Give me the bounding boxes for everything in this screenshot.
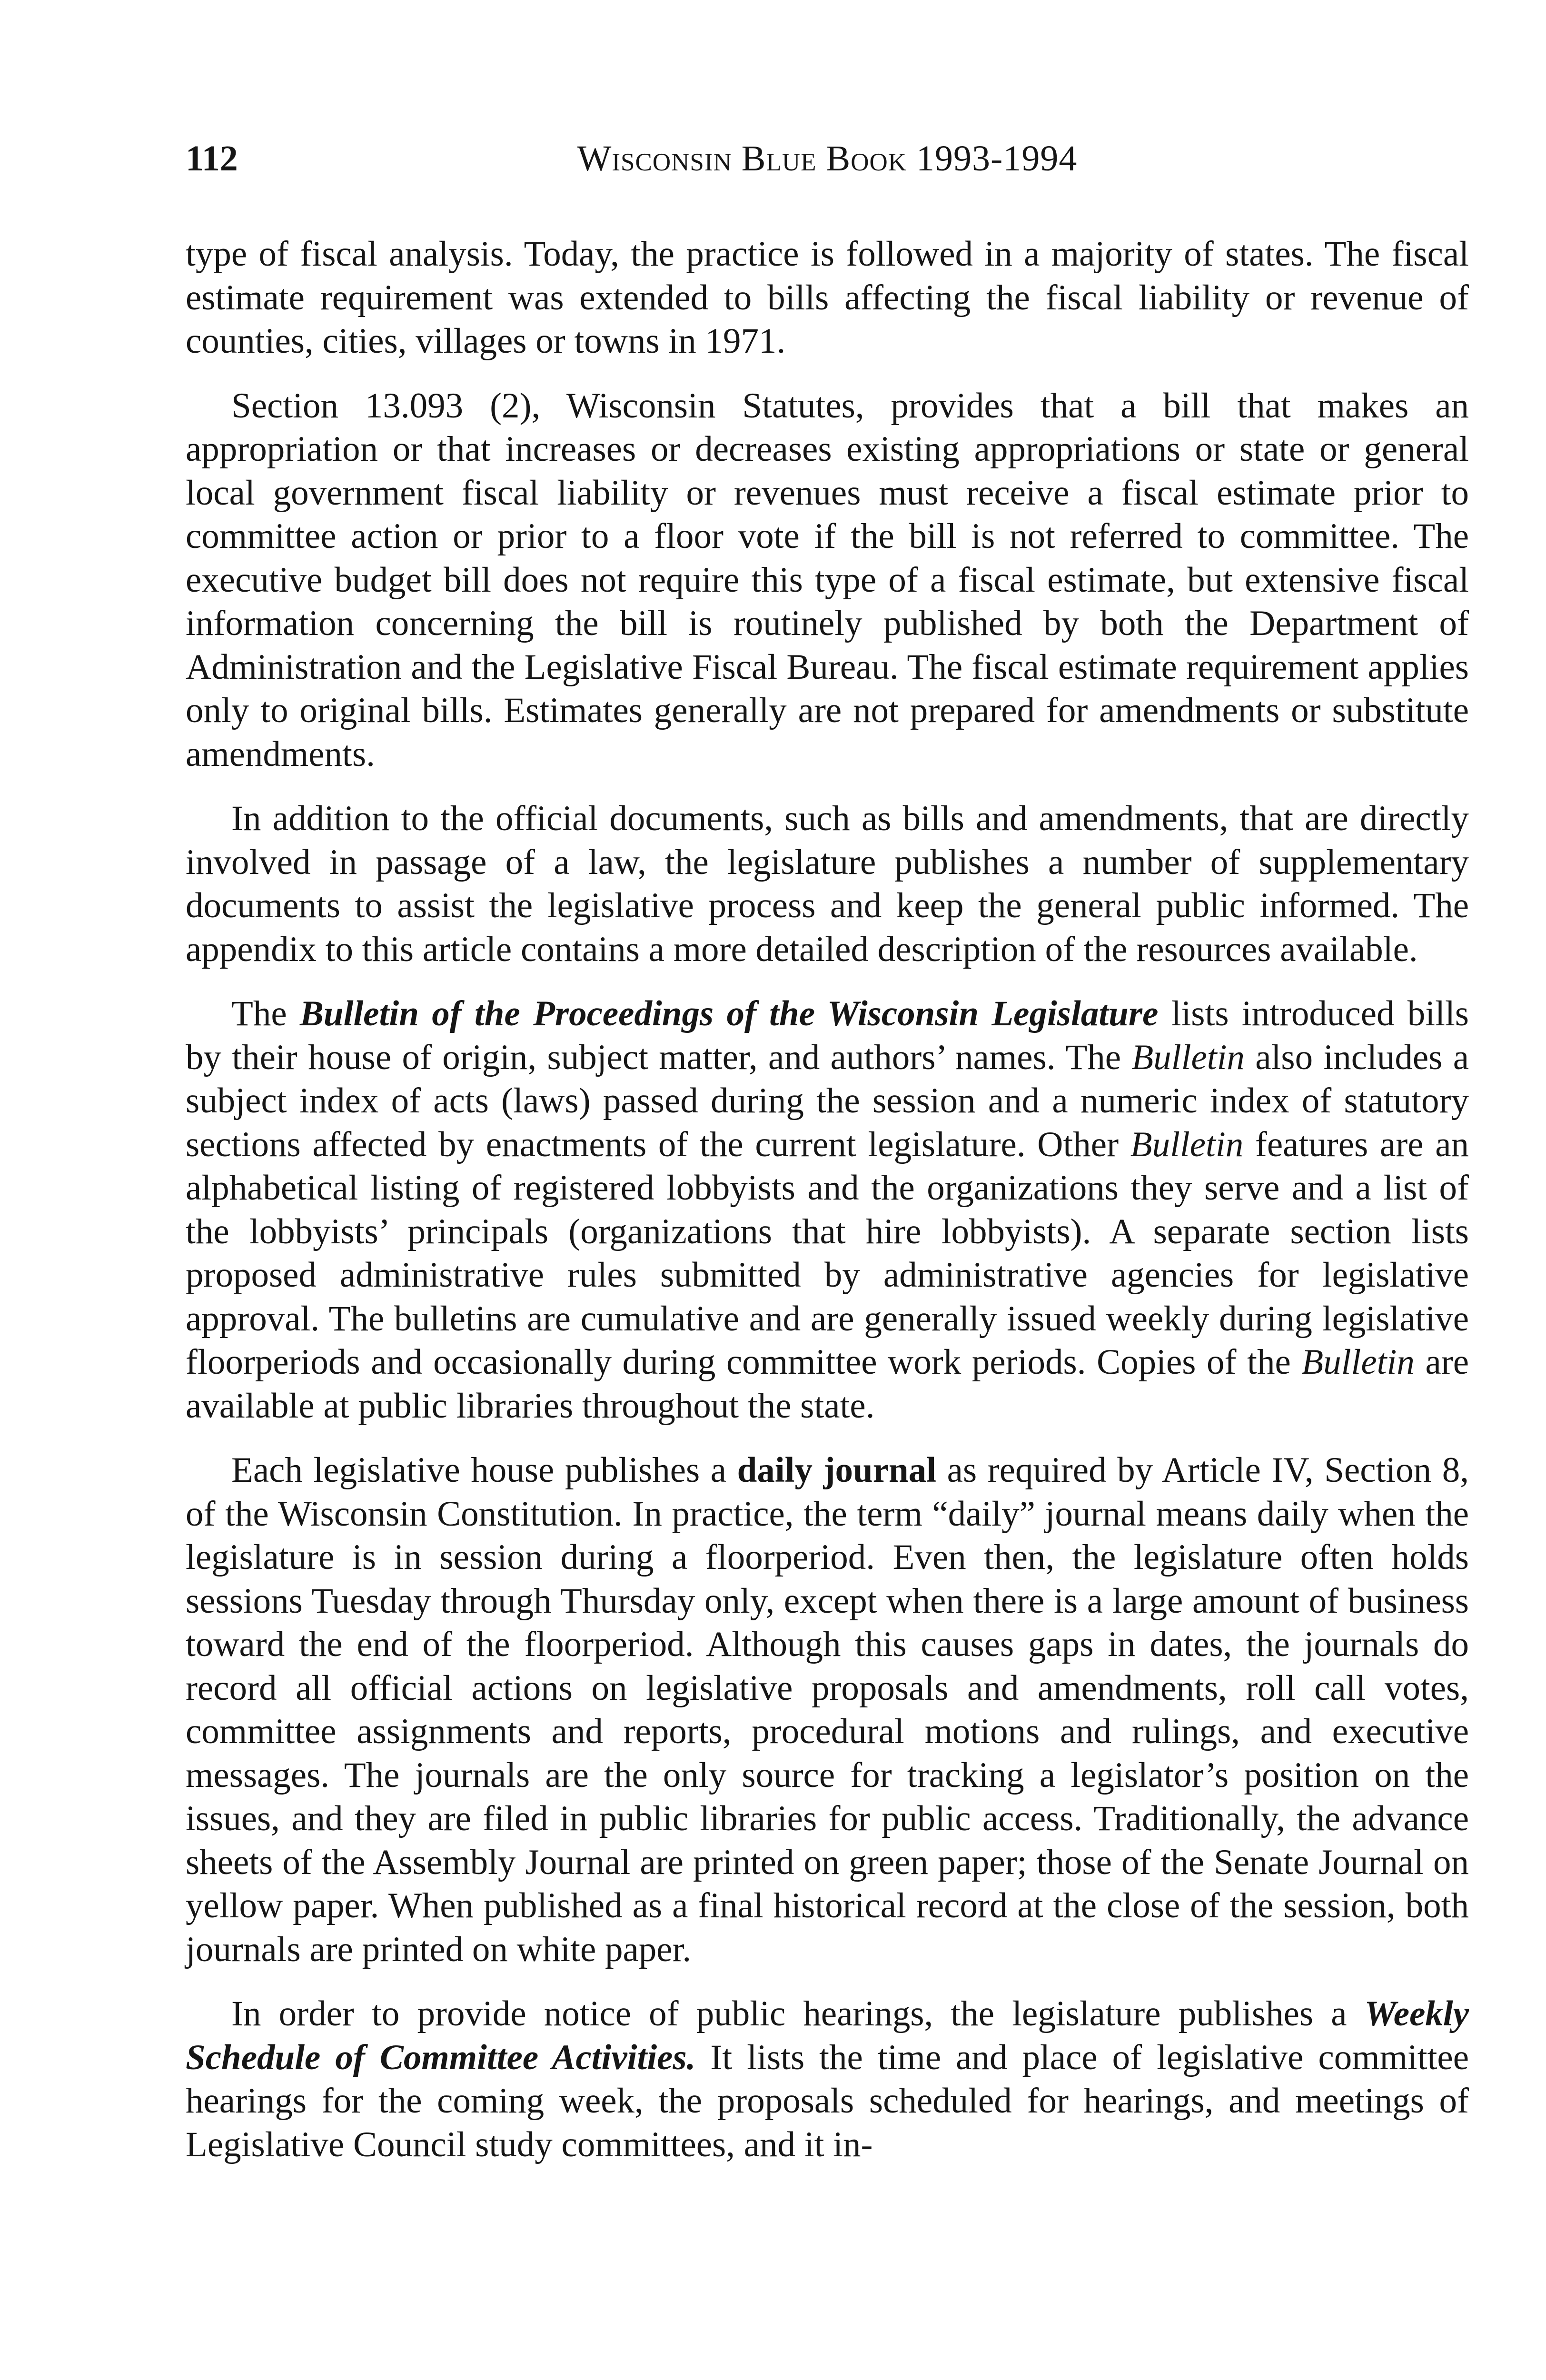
text-run: In order to provide notice of public hearings, the legislature publishes a [231, 1994, 1365, 2033]
paragraph-continued [186, 232, 1469, 363]
text-run: Each legislative house publishes a [231, 1450, 737, 1490]
book-page [186, 0, 1469, 2380]
text-run: are available at public libraries throughout the state. [186, 1342, 1469, 1426]
paragraph-daily-journal [186, 1448, 1469, 1971]
text-run: lists introduced bills by their house of origin, subject matter, and authors’ names. The [186, 994, 1469, 1077]
page-number: 112 [186, 139, 238, 178]
bulletin-word: Bulletin [1130, 1124, 1244, 1164]
text-run: features are an alphabetical listing of registered lobbyists and the organizations they serve and a list of the lobbyists’ principals (organizations that hire lobbyists). A separate section lists proposed administrative rules submitted by administrative agencies for legislative approval. The bulletins are cumulative and are generally issued weekly during legislative floorperiods and occasionally during committee work periods. Copies of the [186, 1124, 1469, 1382]
paragraph-text: Section 13.093 (2), Wisconsin Statutes, provides that a bill that makes an appropriation or that increases or decreases existing appropriations or state or general local government fiscal liability or revenues must receive a fiscal estimate prior to committee action or prior to a floor vote if the bill is not referred to committee. The executive budget bill does not require this type of a fiscal estimate, but extensive fiscal information concerning the bill is routinely published by both the Department of Administration and the Legislative Fiscal Bureau. The fiscal estimate requirement applies only to original bills. Estimates generally are not prepared for amendments or substitute amendments. [186, 386, 1469, 774]
weekly-schedule-title: Weekly Schedule of Committee Activities. [186, 1994, 1469, 2077]
paragraph-bulletin [186, 992, 1469, 1428]
bulletin-word: Bulletin [1131, 1037, 1245, 1077]
text-run: It lists the time and place of legislative committee hearings for the coming week, the proposals scheduled for hearings, and meetings of Legislative Council study committees, and it in- [186, 2037, 1469, 2164]
body-text [186, 232, 1469, 2187]
bulletin-title: Bulletin of the Proceedings of the Wisconsin Legislature [299, 994, 1159, 1033]
paragraph-weekly-schedule [186, 1992, 1469, 2166]
paragraph-text: type of fiscal analysis. Today, the practice is followed in a majority of states. The fiscal estimate requirement was extended to bills affecting the fiscal liability or revenue of counties, cities, villages or towns in 1971. [186, 234, 1469, 361]
text-run: The [231, 994, 300, 1033]
paragraph-text: In addition to the official documents, such as bills and amendments, that are directly involved in passage of a law, the legislature publishes a number of supplementary documents to assist the legislative process and keep the general public informed. The appendix to this article contains a more detailed description of the resources available. [186, 799, 1469, 969]
text-run: also includes a subject index of acts (laws) passed during the session and a numeric index of statutory sections affected by enactments of the current legislature. Other [186, 1037, 1469, 1164]
book-title: Wisconsin Blue Book 1993-1994 [577, 139, 1078, 178]
bulletin-word: Bulletin [1301, 1342, 1415, 1382]
text-run: as required by Article IV, Section 8, of the Wisconsin Constitution. In practice, the term “daily” journal means daily when the legislature is in session during a floorperiod. Even then, the legislature often holds sessions Tuesday through Thursday only, except when there is a large amount of business toward the end of the floorperiod. Although this causes gaps in dates, the journals do record all official actions on legislative proposals and amendments, roll call votes, committee assignments and reports, procedural motions and rulings, and executive messages. The journals are the only source for tracking a legislator’s position on the issues, and they are filed in public libraries for public access. Traditionally, the advance sheets of the Assembly Journal are printed on green paper; those of the Senate Journal on yellow paper. When published as a final historical record at the close of the session, both journals are printed on white paper. [186, 1450, 1469, 1969]
daily-journal-term: daily journal [737, 1450, 937, 1490]
paragraph-fiscal-estimate [186, 384, 1469, 776]
running-head [186, 132, 1469, 185]
paragraph-supplementary-documents [186, 797, 1469, 971]
